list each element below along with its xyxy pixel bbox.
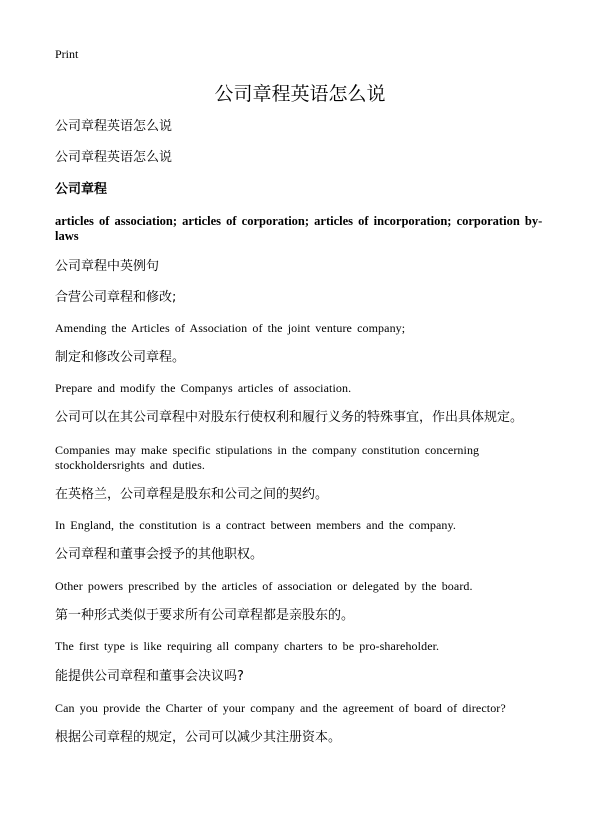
page-title: 公司章程英语怎么说 [214, 83, 386, 105]
example-4-zh: 在英格兰，公司章程是股东和公司之间的契约。 [55, 487, 329, 502]
print-link[interactable]: Print [55, 47, 79, 61]
example-1-en: Amending the Articles of Association of the joint venture company; [55, 321, 406, 335]
term-heading: 公司章程 [55, 182, 108, 197]
example-6-en: The first type is like requiring all company charters to be pro-shareholder. [55, 639, 440, 653]
example-1-zh: 合营公司章程和修改; [55, 290, 177, 305]
example-7-en: Can you provide the Charter of your company and the agreement of board of director? [55, 701, 506, 715]
example-8-zh: 根据公司章程的规定，公司可以减少其注册资本。 [55, 730, 342, 745]
translations-list: articles of association; articles of corporation; articles of incorporation; corporation by-laws [55, 214, 543, 243]
example-7-zh: 能提供公司章程和董事会决议吗? [55, 669, 244, 684]
example-4-en: In England, the constitution is a contract between members and the company. [55, 518, 456, 532]
example-5-zh: 公司章程和董事会授予的其他职权。 [55, 547, 264, 562]
examples-heading: 公司章程中英例句 [55, 259, 160, 274]
example-2-zh: 制定和修改公司章程。 [55, 350, 186, 365]
example-2-en: Prepare and modify the Companys articles of association. [55, 381, 352, 395]
example-3-en: Companies may make specific stipulations in the company constitution concerning stockholdersrights and duties. [55, 443, 480, 472]
example-5-en: Other powers prescribed by the articles of association or delegated by the board. [55, 579, 473, 593]
example-6-zh: 第一种形式类似于要求所有公司章程都是亲股东的。 [55, 608, 355, 623]
intro-line-1: 公司章程英语怎么说 [55, 119, 173, 134]
intro-line-2: 公司章程英语怎么说 [55, 150, 173, 165]
example-3-zh: 公司可以在其公司章程中对股东行使权利和履行义务的特殊事宜，作出具体规定。 [55, 410, 524, 425]
